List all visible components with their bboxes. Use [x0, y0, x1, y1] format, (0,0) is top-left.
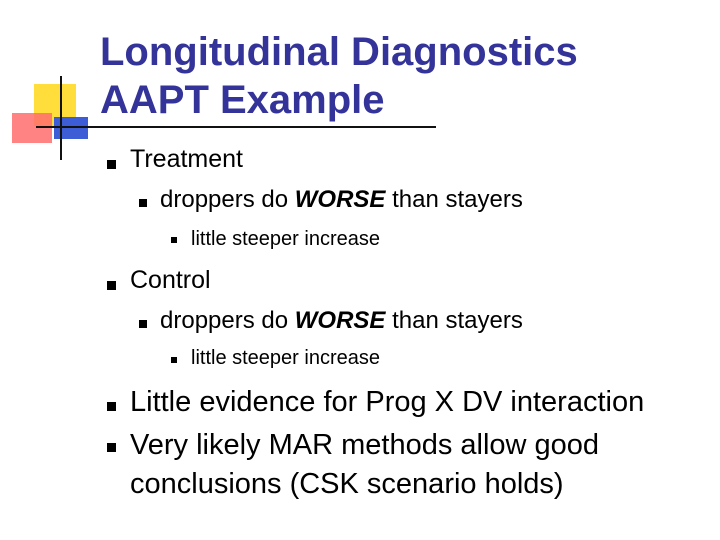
title-line-2: AAPT Example: [100, 78, 385, 122]
sub-suffix: than stayers: [392, 307, 523, 334]
bullet-square-icon: [107, 402, 116, 411]
bullet-evidence: Little evidence for Prog X DV interaction: [130, 386, 645, 418]
bullet-control-detail: little steeper increase: [191, 347, 380, 369]
slide-title: [100, 28, 700, 124]
bullet-square-icon: [171, 357, 177, 363]
bullet-mar-line-2: conclusions (CSK scenario holds): [130, 468, 564, 500]
logo-vertical-line: [60, 76, 62, 160]
sub-emphasis: WORSE: [294, 307, 386, 334]
sub-emphasis: WORSE: [294, 186, 386, 213]
bullet-control: Control: [130, 266, 211, 294]
logo-red-square: [12, 113, 52, 143]
bullet-mar-line-1: Very likely MAR methods allow good: [130, 429, 600, 461]
bullet-square-icon: [107, 160, 116, 169]
sub-prefix: droppers do: [160, 307, 289, 334]
bullet-treatment: Treatment: [130, 145, 244, 173]
bullet-control-sub: [160, 306, 523, 336]
title-underline: [36, 126, 436, 128]
sub-prefix: droppers do: [160, 186, 289, 213]
title-line-1: Longitudinal Diagnostics: [100, 30, 578, 74]
sub-suffix: than stayers: [392, 186, 523, 213]
bullet-square-icon: [171, 237, 177, 243]
bullet-square-icon: [107, 281, 116, 290]
bullet-square-icon: [139, 320, 147, 328]
bullet-treatment-sub: [160, 185, 523, 215]
bullet-square-icon: [139, 199, 147, 207]
bullet-treatment-detail: little steeper increase: [191, 228, 380, 250]
bullet-square-icon: [107, 443, 116, 452]
